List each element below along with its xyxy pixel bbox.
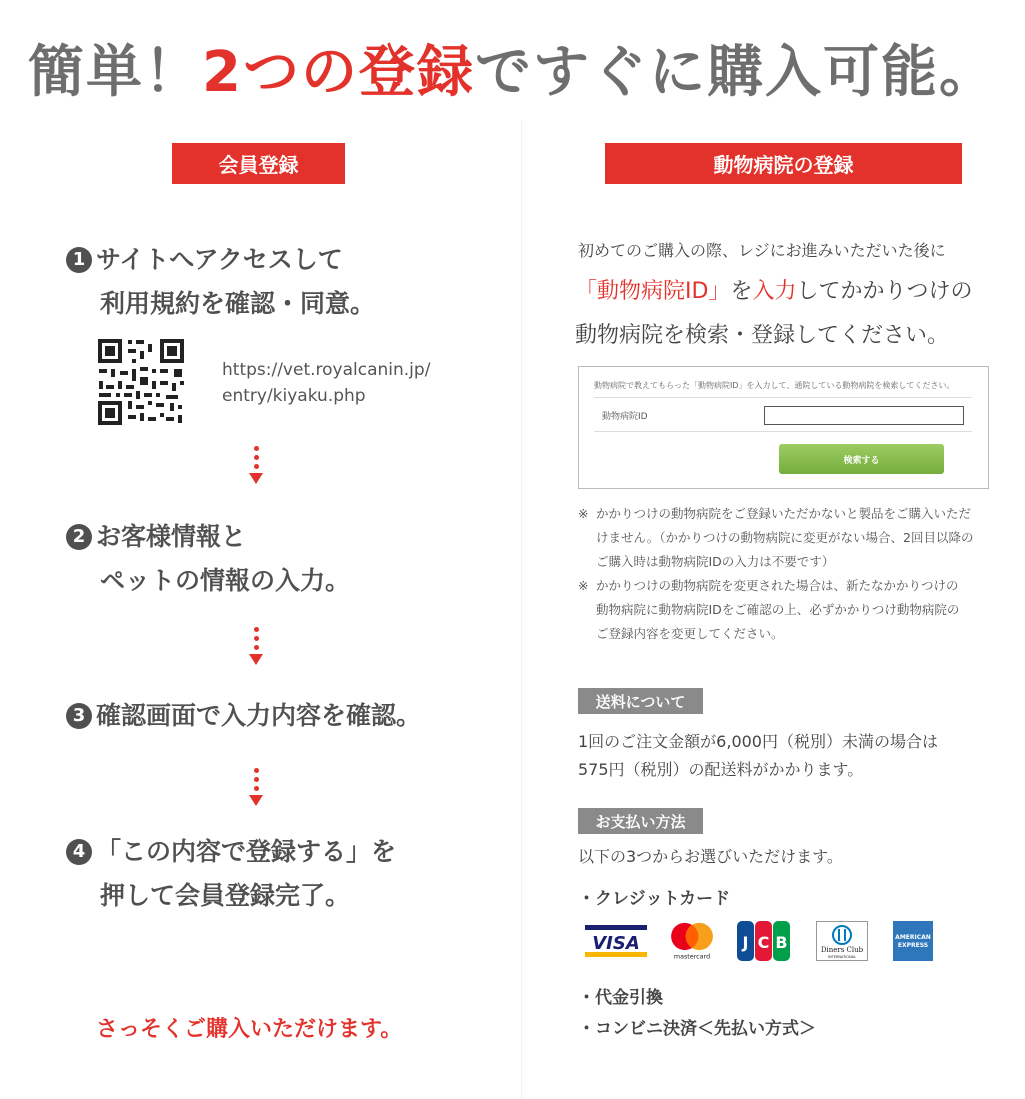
down-arrow-icon: [248, 768, 264, 806]
closing-message: さっそくご購入いただけます。: [96, 1017, 403, 1042]
svg-text:INTERNATIONAL: INTERNATIONAL: [827, 955, 857, 959]
note-1-line2: けません。（かかりつけの動物病院に変更がない場合、2回目以降の: [596, 530, 974, 545]
headline-highlight: 2つの登録: [202, 40, 475, 105]
vet-intro-text: 初めてのご購入の際、レジにお進みいただいた後に: [578, 241, 946, 260]
step-1: [66, 238, 375, 326]
vet-id-label: 動物病院ID: [602, 412, 648, 422]
step-4-number-icon: 4: [66, 839, 92, 865]
vet-id-highlight: 「動物病院ID」: [575, 279, 731, 304]
step-2-line1: お客様情報と: [96, 522, 247, 551]
payment-intro: 以下の3つからお選びいただけます。: [578, 847, 843, 866]
down-arrow-icon: [248, 446, 264, 484]
note-2-line2: 動物病院に動物病院IDをご確認の上、必ずかかりつけ動物病院の: [596, 602, 960, 617]
step-2-number-icon: 2: [66, 524, 92, 550]
payment-title: お支払い方法: [595, 812, 686, 831]
headline-part1: 簡単！: [28, 40, 203, 105]
url-line2: entry/kiyaku.php: [222, 386, 366, 406]
step-3-line1: 確認画面で入力内容を確認。: [96, 701, 422, 730]
vet-instruction-end: してかかりつけの: [796, 279, 973, 304]
payment-credit-card: ・クレジットカード: [578, 889, 731, 909]
search-button-label: 検索する: [843, 455, 880, 466]
svg-text:J: J: [742, 933, 749, 952]
registration-url[interactable]: [222, 357, 430, 409]
svg-text:Diners Club: Diners Club: [820, 946, 864, 954]
payment-header: [578, 808, 703, 834]
shipping-title: 送料について: [595, 692, 686, 711]
svg-text:C: C: [757, 933, 770, 952]
shipping-line1: 1回のご注文金額が6,000円（税別）未満の場合は: [578, 732, 938, 751]
search-button[interactable]: [779, 444, 944, 474]
step-4-line2: 押して会員登録完了。: [100, 881, 351, 910]
step-4: [66, 830, 396, 918]
payment-cod: ・代金引換: [578, 988, 663, 1008]
note-mark: ※: [578, 506, 589, 521]
step-3-number-icon: 3: [66, 703, 92, 729]
member-registration-title: 会員登録: [218, 153, 299, 177]
down-arrow-icon: [248, 627, 264, 665]
fold-divider: [521, 120, 522, 1099]
note-1-line1: かかりつけの動物病院をご登録いただかないと製品をご購入いただ: [596, 506, 972, 521]
vet-id-input[interactable]: [764, 406, 964, 425]
member-registration-header: [172, 143, 345, 184]
svg-text:EXPRESS: EXPRESS: [897, 942, 929, 949]
vet-registration-header: [605, 143, 962, 184]
step-1-line1: サイトへアクセスして: [96, 245, 343, 274]
note-1-line3: ご購入時は動物病院IDの入力は不要です）: [596, 554, 835, 569]
svg-text:mastercard: mastercard: [673, 953, 711, 961]
url-line1: https://vet.royalcanin.jp/: [222, 360, 431, 380]
visa-logo-icon: [585, 921, 647, 961]
form-note: 動物病院で教えてもらった「動物病院ID」を入力して、通院している動物病院を検索してください。: [594, 381, 955, 390]
shipping-header: [578, 688, 703, 714]
jcb-logo-icon: [737, 921, 791, 961]
note-2-line1: かかりつけの動物病院を変更された場合は、新たなかかりつけの: [596, 578, 959, 593]
svg-text:B: B: [775, 933, 788, 952]
american-express-logo-icon: [893, 921, 933, 961]
qr-code-icon: [96, 337, 186, 427]
page-headline: [0, 28, 1025, 108]
step-4-line1: 「この内容で登録する」を: [96, 837, 397, 866]
note-mark: ※: [578, 578, 589, 593]
shipping-text: [578, 728, 938, 784]
step-1-line2: 利用規約を確認・同意。: [100, 289, 376, 318]
svg-text:VISA: VISA: [592, 933, 640, 954]
note-1: [578, 502, 998, 574]
vet-instruction: [575, 270, 972, 358]
vet-instruction-mid: を: [730, 279, 753, 304]
vet-id-form: [578, 366, 989, 489]
step-1-number-icon: 1: [66, 247, 92, 273]
svg-text:AMERICAN: AMERICAN: [895, 934, 931, 941]
headline-part3: ですぐに購入可能。: [474, 40, 997, 105]
mastercard-logo-icon: [664, 921, 720, 961]
step-3: [66, 694, 421, 738]
note-2: [578, 574, 998, 646]
shipping-line2: 575円（税別）の配送料がかかります。: [578, 760, 864, 779]
note-2-line3: ご登録内容を変更してください。: [596, 626, 784, 641]
step-2-line2: ペットの情報の入力。: [100, 566, 351, 595]
input-highlight: 入力: [752, 279, 797, 304]
vet-instruction-line2: 動物病院を検索・登録してください。: [575, 323, 950, 348]
notes: [578, 502, 998, 646]
vet-registration-title: 動物病院の登録: [713, 153, 854, 177]
diners-club-logo-icon: [816, 921, 868, 961]
payment-convenience-store: ・コンビニ決済＜先払い方式＞: [578, 1019, 816, 1039]
step-2: [66, 515, 350, 603]
form-row: [594, 397, 972, 432]
